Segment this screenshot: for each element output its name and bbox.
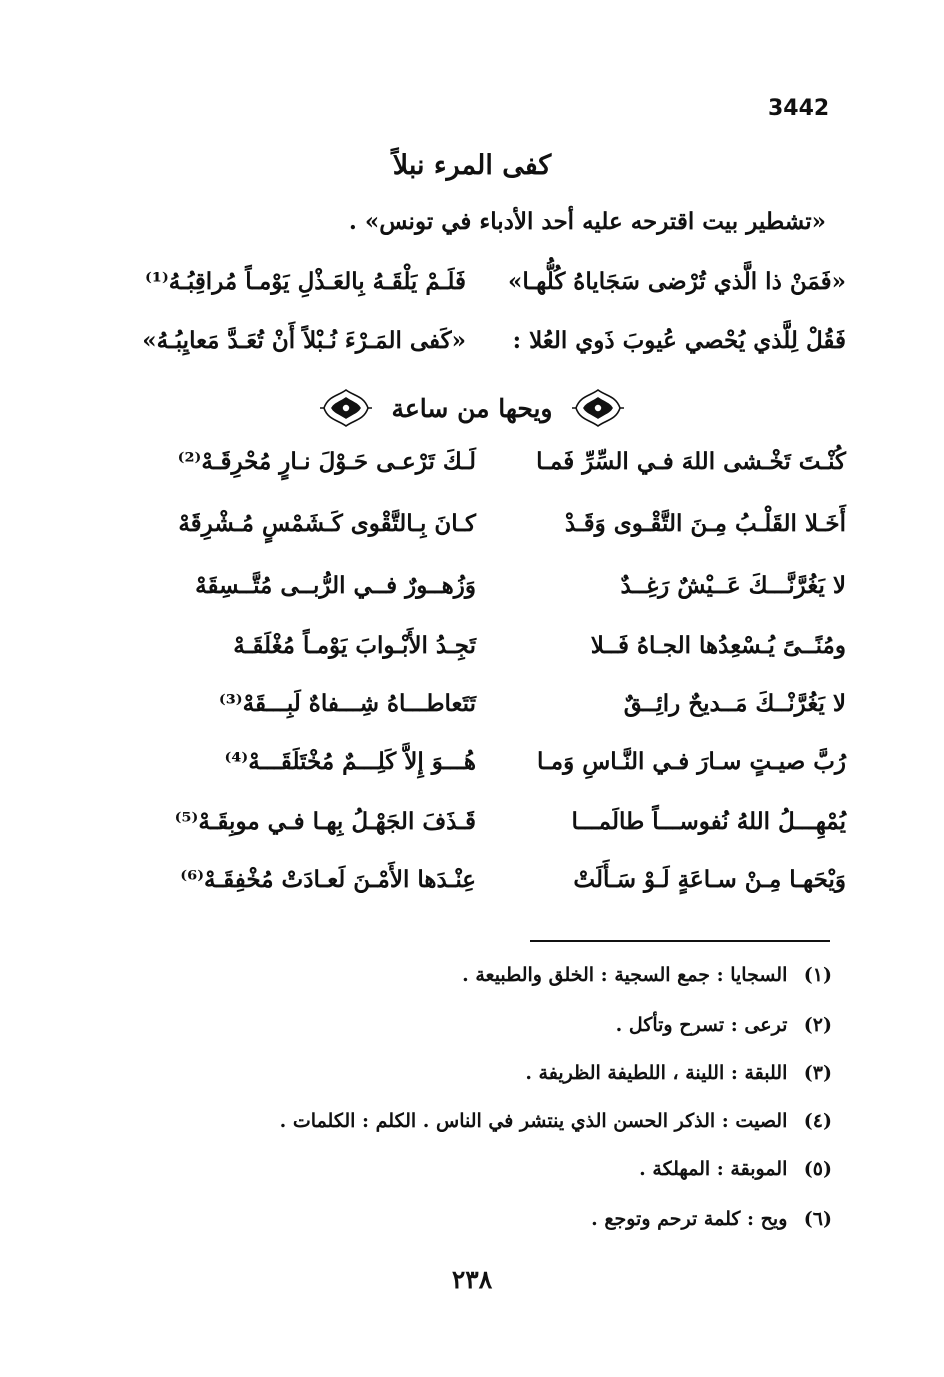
footnote-number: (١) [803,964,832,986]
section-title: ويحها من ساعة [391,393,553,423]
footnote-item [112,1062,832,1084]
first-hemistich: «فَمَنْ ذا الَّذي تُرْضى سَجَاياهُ كُلُّهـا» [508,268,846,295]
footnote-text: الصيت : الذكر الحسن الذي ينتشر في الناس . الكلم : الكلمات . [279,1110,788,1132]
footnote-number: (٣) [803,1062,832,1084]
poem-intro-note: «تشطير بيت اقترحه عليه أحد الأدباء في تونس» . [348,208,826,235]
second-hemistich: قَـذَفَ الجَهْـلُ بِهـا فـي موبِقَـهْ⁽⁵⁾ [174,808,476,835]
footnote-number: (٤) [803,1110,832,1132]
first-hemistich: فَقُلْ لِلَّذي يُحْصي عُيوبَ ذَوي العُلا : [512,327,846,354]
footnote-item [112,1158,832,1180]
verse-line [106,748,846,792]
footnote-item [112,1110,832,1132]
second-hemistich: فَلَـمْ يَلْقَـهُ بِالعَـذْلِ يَوْمـاً مُراقِبُـهُ⁽¹⁾ [145,268,466,295]
second-hemistich: لَـكَ تَرْعـى حَـوْلَ نـارٍ مُحْرِقَـهْ⁽²⁾ [177,448,476,475]
poem-title: كفى المرء نبلاً [392,150,552,181]
couplet-line [116,268,846,308]
first-hemistich: لا يَغُرَّنَّـــكَ عَــيْشٌ رَغِــدٌ [620,572,846,599]
page-number: ٢٣٨ [451,1265,493,1294]
verse-line [106,808,846,852]
first-hemistich: لا يَغُرَّنْــكَ مَــديحٌ رائِــقٌ [623,690,846,717]
footnote-item [112,1208,832,1230]
second-hemistich: تَتَعاطـــاهُ شِـــفاهٌ لَبِـــقَهْ⁽³⁾ [218,690,476,717]
first-hemistich: رُبَّ صيـتٍ سـارَ فـي النَّـاسِ وَمـا [537,748,846,775]
first-hemistich: أَخَـلا القَلْـبُ مِـنَ التَّقْـوى وَقَـدْ [564,510,846,537]
footnote-number: (٦) [803,1208,832,1230]
verse-line [106,572,846,616]
footnote-number: (٥) [803,1158,832,1180]
footnote-text: الموبقة : المهلكة . [639,1158,788,1180]
couplet-line [116,327,846,367]
section-heading [0,386,944,436]
verse-line [106,632,846,676]
footnote-text: ويح : كلمة ترحم وتوجع . [591,1208,788,1230]
floral-ornament-icon [320,386,372,430]
verse-line [106,690,846,734]
second-hemistich: «كَفى المَـرْءَ نُـبْلاً أَنْ تُعَـدَّ مَعايِبُـهُ» [142,327,466,354]
footnote-text: السجايا : جمع السجية : الخلق والطبيعة . [462,964,788,986]
second-hemistich: كـانَ بِـالتَّقْوى كَـشَمْسٍ مُـشْرِقَهْ [178,510,476,537]
footnote-item [112,1014,832,1036]
footnote-divider [530,940,830,942]
verse-line [106,448,846,492]
first-hemistich: وَيْحَهـا مِـنْ سـاعَةٍ لَـوْ سَـأَلَتْ [573,866,846,893]
verse-line [106,866,846,910]
footnote-item [112,964,832,986]
floral-ornament-icon [572,386,624,430]
first-hemistich: ومُنًــىً يُـسْعِدُها الجـاهُ فَــلا [590,632,846,659]
second-hemistich: هُـــوَ إِلاَّ كَلِـــمٌ مُخْتَلَقَـــهْ⁽⁴⁾ [224,748,476,775]
footnote-text: ترعى : تسرح وتأكل . [615,1014,788,1036]
second-hemistich: وَزُهــورٌ فــي الرُّبــى مُتَّــسِقَهْ [195,572,476,599]
page-reference-number: 3442 [768,96,830,121]
second-hemistich: عِنْـدَها الأَمْـنَ لَعـادَتْ مُخْفِقَـهْ⁽⁶⁾ [180,866,476,893]
first-hemistich: يُمْهِـــلُ اللهُ نُفوســـاً طالَمـــا [571,808,846,835]
footnote-number: (٢) [803,1014,832,1036]
second-hemistich: تَجِـدُ الأَبْـوابَ يَوْمـاً مُغْلَقَـهْ [233,632,476,659]
verse-line [106,510,846,554]
footnote-text: اللبقة : اللينة ، اللطيفة الظريفة . [525,1062,788,1084]
first-hemistich: كُنْـتَ تَخْـشى اللهَ فـي السِّرِّ فَمـا [536,448,846,475]
